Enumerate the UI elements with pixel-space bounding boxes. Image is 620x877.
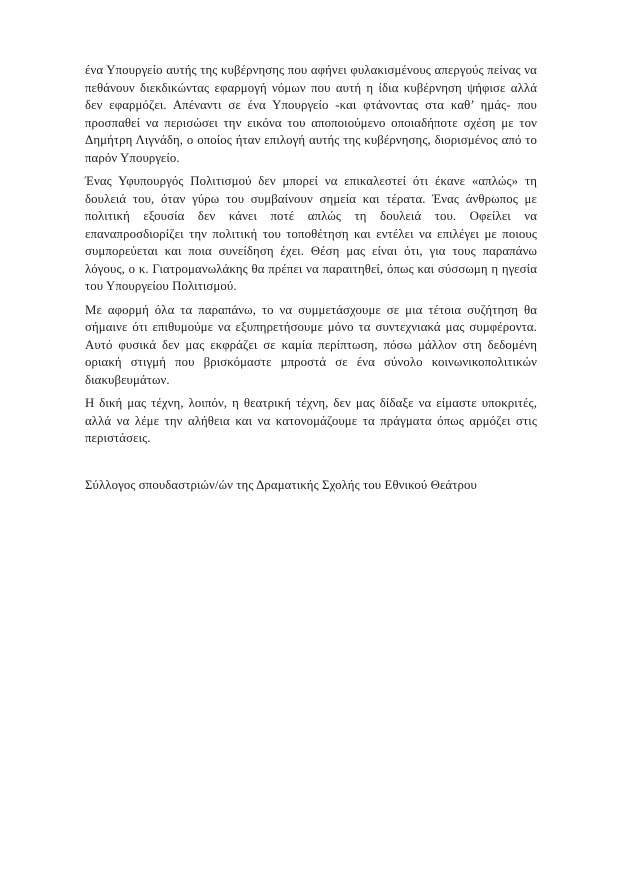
paragraph-1: ένα Υπουργείο αυτής της κυβέρνησης που αφήνει φυλακισμένους απεργούς πείνας να πεθάνουν διεκδικώντας εφαρμογή νόμων που αυτή η ίδια κυβέρνηση ψήφισε αλλά δεν εφαρμόζει. Απέναντι σε ένα Υπουργείο -και φτάνοντας στα καθ’ ημάς- που προσπαθεί να περισώσει την εικόνα του αποποιούμενο οποιαδήποτε σχέση με τον Δημήτρη Λιγνάδη, ο οποίος ήταν επιλογή αυτής της κυβέρνησης, διορισμένος από το παρόν Υπουργείο. [85,63,537,165]
paragraph-3: Με αφορμή όλα τα παραπάνω, το να συμμετάσχουμε σε μια τέτοια συζήτηση θα σήμαινε ότι επιθυμούμε να εξυπηρετήσουμε μόνο τα συντεχνιακά μας συμφέροντα. Αυτό φυσικά δεν μας εκφράζει σε καμία περίπτωση, πόσω μάλλον στη δεδομένη οριακή στιγμή που βρισκόμαστε μπροστά σε ένα σύνολο κοινωνικοπολιτικών διακυβευμάτων. [85,302,537,387]
paragraph-4: Η δική μας τέχνη, λοιπόν, η θεατρική τέχνη, δεν μας δίδαξε να είμαστε υποκριτές, αλλά να λέμε την αλήθεια και να κατονομάζουμε τα πράγματα όπως αρμόζει στις περιστάσεις. [85,396,537,445]
paragraph-2: Ένας Υφυπουργός Πολιτισμού δεν μπορεί να επικαλεστεί ότι έκανε «απλώς» τη δουλειά του, όταν γύρω του συμβαίνουν σημεία και τέρατα. Ένας άνθρωπος με πολιτική εξουσία δεν κάνει ποτέ απλώς τη δουλειά του. Οφείλει να επαναπροσδιορίζει την πολιτική του τοποθέτηση και εντέλει να επιλέγει με ποιους συμπορεύεται και ποια συνείδηση έχει. Θέση μας είναι ότι, για τους παραπάνω λόγους, ο κ. Γιατρομανωλάκης θα πρέπει να παραιτηθεί, όπως και σύσσωμη η ηγεσία του Υπουργείου Πολιτισμού. [85,174,537,293]
document-body-text [85,62,537,500]
signature-line: Σύλλογος σπουδαστριών/ών της Δραματικής Σχολής του Εθνικού Θεάτρου [85,477,477,492]
